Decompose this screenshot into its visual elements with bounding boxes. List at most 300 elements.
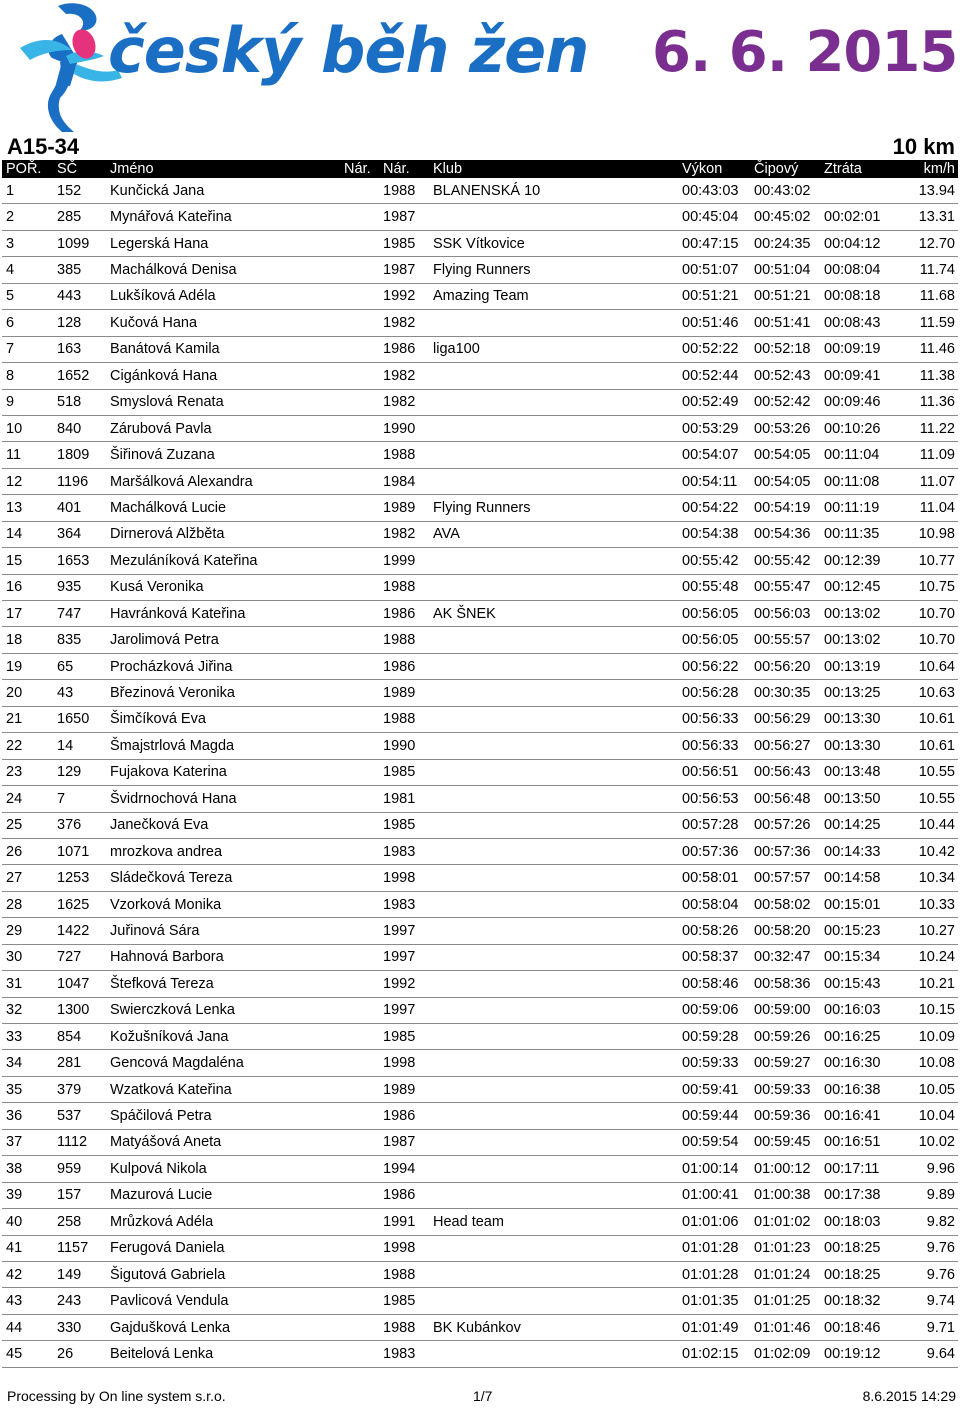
cell-name: Šiřinová Zuzana	[106, 442, 340, 468]
cell-time: 00:56:33	[678, 733, 750, 759]
table-row	[2, 1129, 958, 1155]
cell-chip-time: 00:52:43	[750, 363, 820, 389]
cell-bib: 1071	[53, 838, 106, 864]
cell-time: 00:57:36	[678, 838, 750, 864]
cell-time: 00:52:44	[678, 363, 750, 389]
cell-chip-time: 00:59:36	[750, 1103, 820, 1129]
cell-birth-year: 1983	[379, 1341, 429, 1367]
cell-gap: 00:16:51	[820, 1129, 890, 1155]
cell-name: Mrůzková Adéla	[106, 1209, 340, 1235]
cell-name: Sládečková Tereza	[106, 865, 340, 891]
cell-name: Mynářová Kateřina	[106, 204, 340, 230]
cell-chip-time: 00:56:27	[750, 733, 820, 759]
cell-club	[429, 1261, 678, 1287]
cell-name: Banátová Kamila	[106, 336, 340, 362]
cell-gap: 00:18:46	[820, 1314, 890, 1340]
table-row	[2, 1076, 958, 1102]
cell-name: Janečková Eva	[106, 812, 340, 838]
cell-nationality	[340, 812, 379, 838]
table-body	[2, 178, 958, 1367]
cell-nationality	[340, 283, 379, 309]
cell-name: Ferugová Daniela	[106, 1235, 340, 1261]
cell-chip-time: 01:02:09	[750, 1341, 820, 1367]
table-row	[2, 257, 958, 283]
cell-club	[429, 838, 678, 864]
cell-birth-year: 1982	[379, 389, 429, 415]
cell-nationality	[340, 865, 379, 891]
cell-speed: 10.04	[890, 1103, 958, 1129]
col-header-birth-year: Nár.	[379, 160, 429, 178]
table-row	[2, 1341, 958, 1367]
cell-gap: 00:13:02	[820, 601, 890, 627]
cell-gap: 00:11:04	[820, 442, 890, 468]
cell-club	[429, 468, 678, 494]
cell-club	[429, 733, 678, 759]
cell-position: 43	[2, 1288, 53, 1314]
cell-club	[429, 548, 678, 574]
cell-birth-year: 1984	[379, 468, 429, 494]
cell-birth-year: 1998	[379, 1050, 429, 1076]
cell-name: Legerská Hana	[106, 230, 340, 256]
cell-bib: 854	[53, 1024, 106, 1050]
cell-chip-time: 00:24:35	[750, 230, 820, 256]
cell-time: 00:56:22	[678, 653, 750, 679]
cell-gap: 00:13:02	[820, 627, 890, 653]
cell-bib: 1809	[53, 442, 106, 468]
cell-gap: 00:16:41	[820, 1103, 890, 1129]
cell-club	[429, 786, 678, 812]
cell-birth-year: 1997	[379, 918, 429, 944]
cell-birth-year: 1983	[379, 838, 429, 864]
table-row	[2, 178, 958, 204]
cell-name: Šmajstrlová Magda	[106, 733, 340, 759]
cell-birth-year: 1985	[379, 1024, 429, 1050]
cell-club	[429, 1076, 678, 1102]
event-name: český běh žen	[108, 14, 589, 87]
cell-position: 16	[2, 574, 53, 600]
cell-chip-time: 00:30:35	[750, 680, 820, 706]
cell-time: 00:58:04	[678, 891, 750, 917]
cell-time: 00:56:05	[678, 627, 750, 653]
cell-club	[429, 363, 678, 389]
cell-club	[429, 1156, 678, 1182]
cell-bib: 935	[53, 574, 106, 600]
cell-bib: 258	[53, 1209, 106, 1235]
cell-time: 00:52:22	[678, 336, 750, 362]
cell-bib: 1099	[53, 230, 106, 256]
cell-club	[429, 1182, 678, 1208]
cell-chip-time: 00:43:02	[750, 178, 820, 204]
cell-name: Cigánková Hana	[106, 363, 340, 389]
cell-club	[429, 865, 678, 891]
cell-nationality	[340, 1050, 379, 1076]
cell-chip-time: 00:55:42	[750, 548, 820, 574]
cell-position: 31	[2, 971, 53, 997]
col-header-position: POŘ.	[2, 160, 53, 178]
cell-name: Hahnová Barbora	[106, 944, 340, 970]
cell-club: AVA	[429, 521, 678, 547]
cell-gap: 00:02:01	[820, 204, 890, 230]
cell-speed: 10.09	[890, 1024, 958, 1050]
cell-bib: 129	[53, 759, 106, 785]
cell-chip-time: 01:01:23	[750, 1235, 820, 1261]
cell-position: 33	[2, 1024, 53, 1050]
cell-speed: 10.75	[890, 574, 958, 600]
cell-nationality	[340, 548, 379, 574]
cell-birth-year: 1992	[379, 971, 429, 997]
cell-bib: 727	[53, 944, 106, 970]
cell-speed: 10.64	[890, 653, 958, 679]
cell-club: Flying Runners	[429, 257, 678, 283]
cell-speed: 9.76	[890, 1261, 958, 1287]
table-row	[2, 1103, 958, 1129]
table-row	[2, 680, 958, 706]
col-header-chip-time: Čipový	[750, 160, 820, 178]
cell-chip-time: 01:01:25	[750, 1288, 820, 1314]
cell-time: 00:54:38	[678, 521, 750, 547]
cell-position: 20	[2, 680, 53, 706]
cell-club: Head team	[429, 1209, 678, 1235]
cell-speed: 10.61	[890, 706, 958, 732]
cell-nationality	[340, 1261, 379, 1287]
cell-name: Maršálková Alexandra	[106, 468, 340, 494]
cell-speed: 10.55	[890, 786, 958, 812]
cell-birth-year: 1999	[379, 548, 429, 574]
cell-chip-time: 00:51:04	[750, 257, 820, 283]
cell-speed: 11.59	[890, 310, 958, 336]
table-row	[2, 310, 958, 336]
cell-nationality	[340, 230, 379, 256]
cell-position: 37	[2, 1129, 53, 1155]
cell-nationality	[340, 468, 379, 494]
cell-time: 01:01:49	[678, 1314, 750, 1340]
cell-time: 00:58:01	[678, 865, 750, 891]
cell-club	[429, 706, 678, 732]
cell-gap: 00:18:32	[820, 1288, 890, 1314]
cell-speed: 10.21	[890, 971, 958, 997]
col-header-name: Jméno	[106, 160, 340, 178]
footer-processing: Processing by On line system s.r.o.	[7, 1388, 226, 1404]
cell-position: 39	[2, 1182, 53, 1208]
cell-nationality	[340, 1156, 379, 1182]
cell-speed: 11.46	[890, 336, 958, 362]
cell-birth-year: 1989	[379, 1076, 429, 1102]
cell-nationality	[340, 336, 379, 362]
cell-bib: 747	[53, 601, 106, 627]
table-row	[2, 786, 958, 812]
cell-position: 4	[2, 257, 53, 283]
cell-speed: 10.34	[890, 865, 958, 891]
table-row	[2, 601, 958, 627]
cell-bib: 1652	[53, 363, 106, 389]
cell-bib: 364	[53, 521, 106, 547]
table-row	[2, 1288, 958, 1314]
cell-speed: 11.38	[890, 363, 958, 389]
col-header-gap: Ztráta	[820, 160, 890, 178]
cell-time: 00:52:49	[678, 389, 750, 415]
cell-speed: 10.05	[890, 1076, 958, 1102]
cell-club	[429, 442, 678, 468]
cell-birth-year: 1987	[379, 1129, 429, 1155]
cell-name: Kusá Veronika	[106, 574, 340, 600]
cell-bib: 1112	[53, 1129, 106, 1155]
cell-nationality	[340, 997, 379, 1023]
cell-name: Machálková Lucie	[106, 495, 340, 521]
cell-nationality	[340, 759, 379, 785]
cell-gap: 00:16:30	[820, 1050, 890, 1076]
cell-speed: 11.09	[890, 442, 958, 468]
cell-time: 00:59:44	[678, 1103, 750, 1129]
cell-nationality	[340, 389, 379, 415]
cell-gap: 00:13:48	[820, 759, 890, 785]
cell-name: Machálková Denisa	[106, 257, 340, 283]
cell-club	[429, 1024, 678, 1050]
cell-position: 11	[2, 442, 53, 468]
cell-gap: 00:11:35	[820, 521, 890, 547]
cell-bib: 1253	[53, 865, 106, 891]
cell-gap: 00:18:25	[820, 1261, 890, 1287]
cell-birth-year: 1990	[379, 415, 429, 441]
table-row	[2, 1209, 958, 1235]
cell-time: 01:01:28	[678, 1235, 750, 1261]
cell-name: Dirnerová Alžběta	[106, 521, 340, 547]
cell-position: 19	[2, 653, 53, 679]
cell-gap: 00:15:34	[820, 944, 890, 970]
cell-nationality	[340, 918, 379, 944]
cell-speed: 11.07	[890, 468, 958, 494]
cell-gap: 00:13:30	[820, 706, 890, 732]
cell-nationality	[340, 891, 379, 917]
cell-gap: 00:14:58	[820, 865, 890, 891]
cell-chip-time: 00:56:03	[750, 601, 820, 627]
cell-club	[429, 204, 678, 230]
cell-time: 00:54:07	[678, 442, 750, 468]
cell-birth-year: 1988	[379, 706, 429, 732]
cell-position: 29	[2, 918, 53, 944]
cell-nationality	[340, 838, 379, 864]
cell-speed: 10.08	[890, 1050, 958, 1076]
cell-birth-year: 1987	[379, 204, 429, 230]
cell-chip-time: 00:58:02	[750, 891, 820, 917]
cell-gap: 00:14:25	[820, 812, 890, 838]
table-row	[2, 997, 958, 1023]
cell-nationality	[340, 680, 379, 706]
cell-club: Amazing Team	[429, 283, 678, 309]
table-row	[2, 627, 958, 653]
cell-chip-time: 00:59:00	[750, 997, 820, 1023]
cell-birth-year: 1983	[379, 891, 429, 917]
cell-gap: 00:18:25	[820, 1235, 890, 1261]
cell-nationality	[340, 653, 379, 679]
cell-name: Swierczková Lenka	[106, 997, 340, 1023]
table-row	[2, 1156, 958, 1182]
cell-club: SSK Vítkovice	[429, 230, 678, 256]
cell-time: 00:59:06	[678, 997, 750, 1023]
cell-time: 00:59:41	[678, 1076, 750, 1102]
cell-name: Jarolimová Petra	[106, 627, 340, 653]
col-header-time: Výkon	[678, 160, 750, 178]
cell-chip-time: 00:54:19	[750, 495, 820, 521]
table-row	[2, 574, 958, 600]
cell-position: 12	[2, 468, 53, 494]
cell-position: 44	[2, 1314, 53, 1340]
cell-bib: 128	[53, 310, 106, 336]
cell-nationality	[340, 1209, 379, 1235]
cell-nationality	[340, 521, 379, 547]
cell-chip-time: 01:01:46	[750, 1314, 820, 1340]
cell-club	[429, 574, 678, 600]
cell-club	[429, 415, 678, 441]
event-banner	[0, 0, 960, 135]
cell-chip-time: 00:56:20	[750, 653, 820, 679]
cell-birth-year: 1998	[379, 865, 429, 891]
table-row	[2, 1182, 958, 1208]
cell-birth-year: 1992	[379, 283, 429, 309]
cell-chip-time: 00:59:27	[750, 1050, 820, 1076]
cell-nationality	[340, 971, 379, 997]
cell-position: 17	[2, 601, 53, 627]
cell-nationality	[340, 415, 379, 441]
table-row	[2, 363, 958, 389]
cell-gap: 00:17:38	[820, 1182, 890, 1208]
cell-nationality	[340, 363, 379, 389]
cell-gap	[820, 178, 890, 204]
cell-gap: 00:12:39	[820, 548, 890, 574]
results-table	[2, 160, 958, 1368]
cell-chip-time: 00:45:02	[750, 204, 820, 230]
cell-gap: 00:12:45	[820, 574, 890, 600]
cell-birth-year: 1988	[379, 1314, 429, 1340]
cell-position: 30	[2, 944, 53, 970]
table-row	[2, 468, 958, 494]
cell-club	[429, 812, 678, 838]
table-row	[2, 548, 958, 574]
cell-speed: 10.98	[890, 521, 958, 547]
cell-speed: 10.63	[890, 680, 958, 706]
cell-position: 41	[2, 1235, 53, 1261]
cell-time: 00:56:05	[678, 601, 750, 627]
cell-birth-year: 1985	[379, 1288, 429, 1314]
category-label: A15-34	[7, 134, 80, 159]
cell-chip-time: 00:57:36	[750, 838, 820, 864]
cell-bib: 243	[53, 1288, 106, 1314]
cell-speed: 13.94	[890, 178, 958, 204]
cell-name: Šimčíková Eva	[106, 706, 340, 732]
cell-gap: 00:09:41	[820, 363, 890, 389]
cell-name: Kučová Hana	[106, 310, 340, 336]
cell-nationality	[340, 1024, 379, 1050]
cell-position: 24	[2, 786, 53, 812]
cell-position: 35	[2, 1076, 53, 1102]
cell-position: 21	[2, 706, 53, 732]
cell-name: Smyslová Renata	[106, 389, 340, 415]
cell-chip-time: 00:59:45	[750, 1129, 820, 1155]
cell-name: Spáčilová Petra	[106, 1103, 340, 1129]
cell-bib: 1650	[53, 706, 106, 732]
cell-gap: 00:16:03	[820, 997, 890, 1023]
cell-chip-time: 00:51:21	[750, 283, 820, 309]
table-row	[2, 865, 958, 891]
cell-chip-time: 00:57:57	[750, 865, 820, 891]
cell-nationality	[340, 944, 379, 970]
cell-speed: 10.33	[890, 891, 958, 917]
cell-chip-time: 00:52:18	[750, 336, 820, 362]
cell-position: 10	[2, 415, 53, 441]
cell-bib: 43	[53, 680, 106, 706]
cell-gap: 00:13:50	[820, 786, 890, 812]
cell-birth-year: 1989	[379, 680, 429, 706]
cell-name: Fujakova Katerina	[106, 759, 340, 785]
cell-time: 01:00:41	[678, 1182, 750, 1208]
cell-name: Matyášová Aneta	[106, 1129, 340, 1155]
cell-speed: 9.76	[890, 1235, 958, 1261]
cell-position: 42	[2, 1261, 53, 1287]
cell-birth-year: 1986	[379, 1182, 429, 1208]
cell-position: 18	[2, 627, 53, 653]
table-row	[2, 521, 958, 547]
cell-speed: 10.61	[890, 733, 958, 759]
cell-nationality	[340, 178, 379, 204]
cell-chip-time: 00:53:26	[750, 415, 820, 441]
table-row	[2, 442, 958, 468]
cell-chip-time: 01:01:02	[750, 1209, 820, 1235]
cell-club	[429, 1235, 678, 1261]
table-row	[2, 230, 958, 256]
cell-gap: 00:10:26	[820, 415, 890, 441]
table-row	[2, 415, 958, 441]
cell-nationality	[340, 1103, 379, 1129]
cell-club	[429, 1341, 678, 1367]
cell-birth-year: 1990	[379, 733, 429, 759]
cell-club	[429, 918, 678, 944]
cell-position: 3	[2, 230, 53, 256]
cell-gap: 00:13:30	[820, 733, 890, 759]
cell-birth-year: 1994	[379, 1156, 429, 1182]
cell-club	[429, 891, 678, 917]
cell-bib: 65	[53, 653, 106, 679]
cell-birth-year: 1985	[379, 759, 429, 785]
table-row	[2, 918, 958, 944]
cell-time: 00:57:28	[678, 812, 750, 838]
cell-position: 8	[2, 363, 53, 389]
cell-chip-time: 00:56:48	[750, 786, 820, 812]
cell-birth-year: 1997	[379, 997, 429, 1023]
cell-speed: 10.24	[890, 944, 958, 970]
cell-name: Mezuláníková Kateřina	[106, 548, 340, 574]
cell-bib: 26	[53, 1341, 106, 1367]
cell-speed: 11.04	[890, 495, 958, 521]
cell-nationality	[340, 442, 379, 468]
cell-bib: 376	[53, 812, 106, 838]
cell-bib: 1157	[53, 1235, 106, 1261]
cell-gap: 00:15:23	[820, 918, 890, 944]
table-row	[2, 283, 958, 309]
cell-bib: 959	[53, 1156, 106, 1182]
cell-time: 01:00:14	[678, 1156, 750, 1182]
cell-position: 26	[2, 838, 53, 864]
cell-bib: 385	[53, 257, 106, 283]
cell-position: 22	[2, 733, 53, 759]
cell-bib: 1047	[53, 971, 106, 997]
cell-nationality	[340, 495, 379, 521]
cell-chip-time: 00:58:36	[750, 971, 820, 997]
cell-position: 45	[2, 1341, 53, 1367]
event-date: 6. 6. 2015	[652, 20, 958, 85]
cell-name: Štefková Tereza	[106, 971, 340, 997]
cell-speed: 10.70	[890, 627, 958, 653]
cell-position: 5	[2, 283, 53, 309]
cell-bib: 330	[53, 1314, 106, 1340]
